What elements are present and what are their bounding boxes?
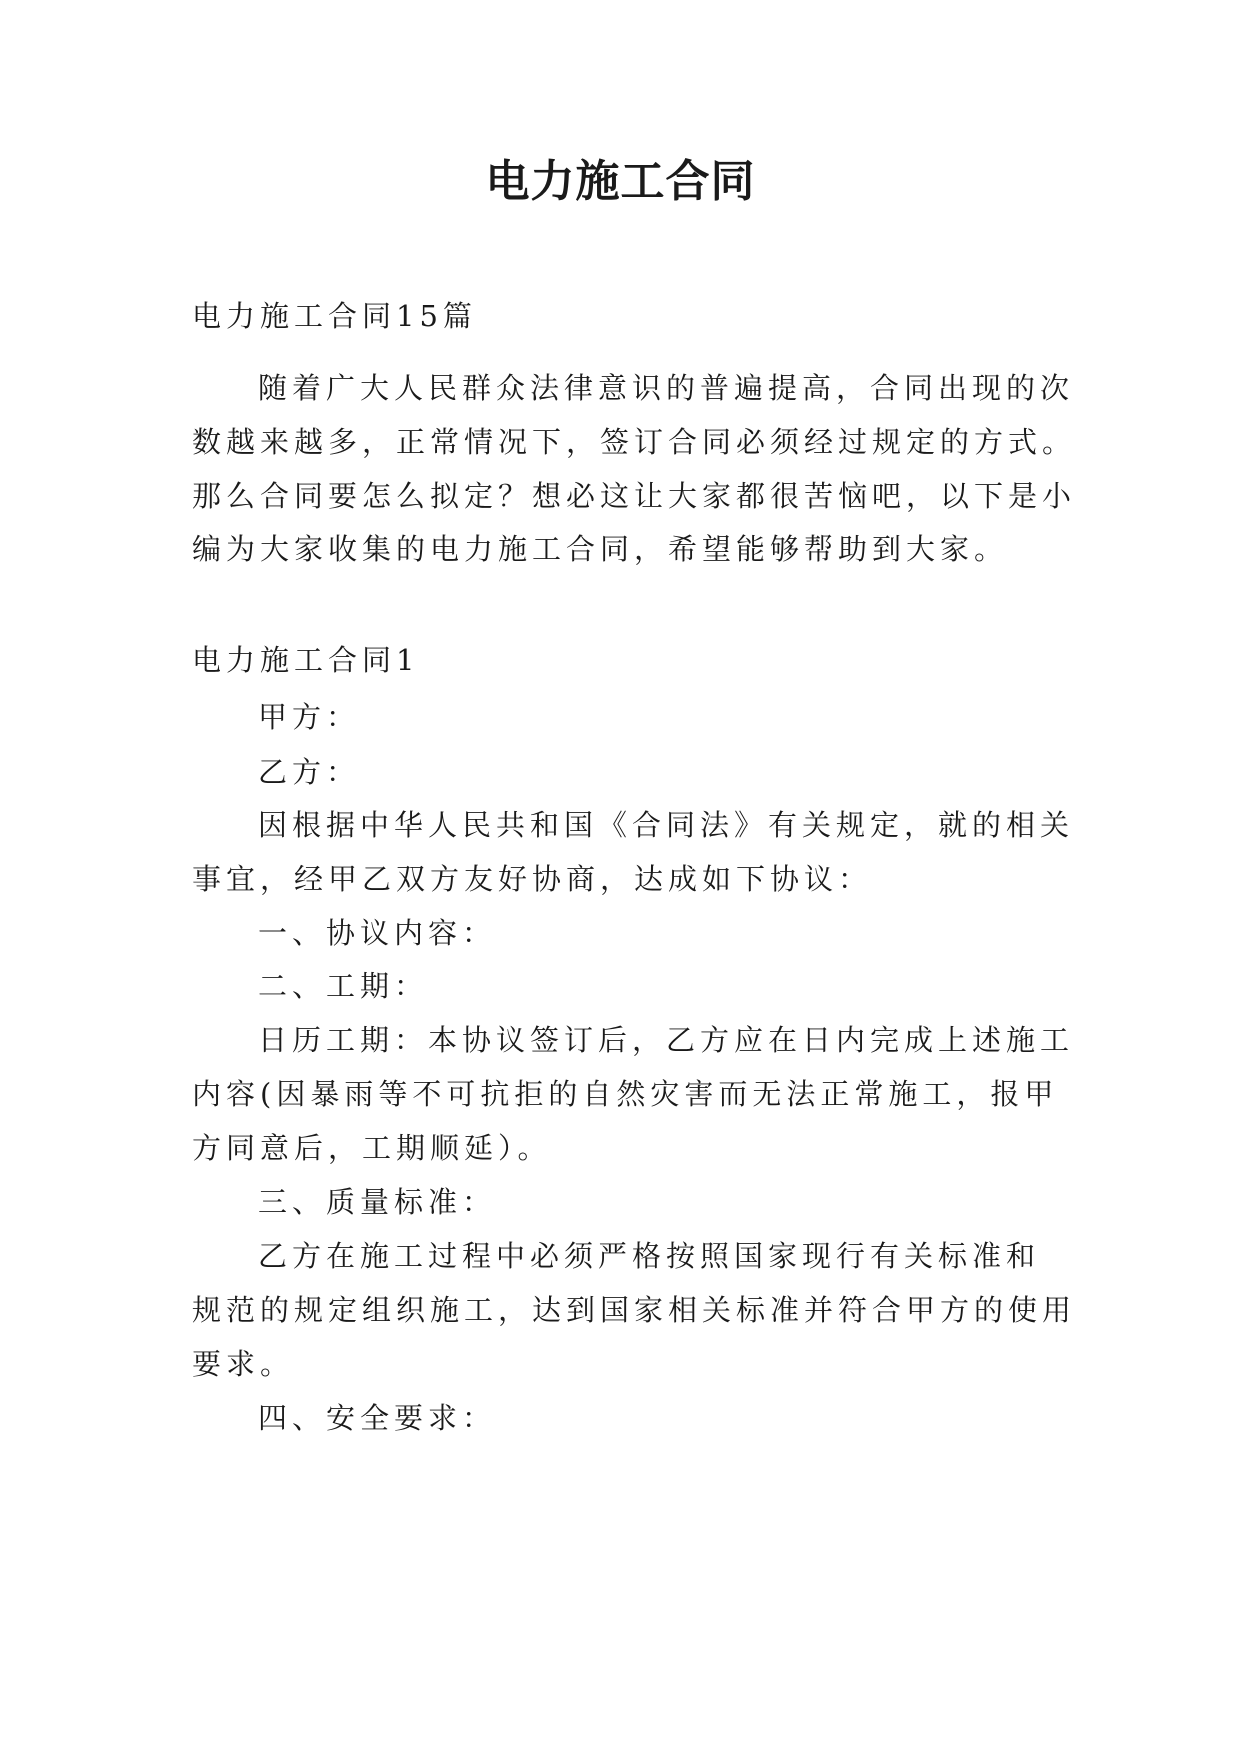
body-line: 事宜，经甲乙双方友好协商，达成如下协议： [192, 862, 873, 896]
intro-line: 随着广大人民群众法律意识的普遍提高，合同出现的次 [258, 371, 1075, 405]
party-a-label: 甲方： [258, 700, 361, 734]
body-line: 方同意后，工期顺延）。 [192, 1131, 552, 1165]
body-line: 内容(因暴雨等不可抗拒的自然灾害而无法正常施工，报甲 [192, 1077, 1059, 1111]
document-title: 电力施工合同 [485, 156, 756, 207]
party-b-label: 乙方： [258, 755, 361, 789]
body-line: 日历工期：本协议签订后，乙方应在日内完成上述施工 [258, 1023, 1075, 1057]
intro-line: 数越来越多，正常情况下，签订合同必须经过规定的方式。 [192, 425, 1077, 459]
section-heading: 电力施工合同1 [192, 643, 420, 677]
document-subtitle: 电力施工合同15篇 [192, 299, 477, 333]
body-line: 要求。 [192, 1347, 295, 1381]
clause-heading: 三、质量标准： [258, 1185, 497, 1219]
clause-heading: 四、安全要求： [258, 1401, 497, 1435]
body-line: 乙方在施工过程中必须严格按照国家现行有关标准和 [258, 1239, 1041, 1273]
intro-line: 那么合同要怎么拟定？想必这让大家都很苦恼吧，以下是小 [192, 479, 1077, 513]
body-line: 规范的规定组织施工，达到国家相关标准并符合甲方的使用 [192, 1293, 1077, 1327]
intro-line: 编为大家收集的电力施工合同，希望能够帮助到大家。 [192, 532, 1009, 566]
clause-heading: 二、工期： [258, 969, 429, 1003]
clause-heading: 一、协议内容： [258, 916, 497, 950]
body-line: 因根据中华人民共和国《合同法》有关规定，就的相关 [258, 808, 1075, 842]
